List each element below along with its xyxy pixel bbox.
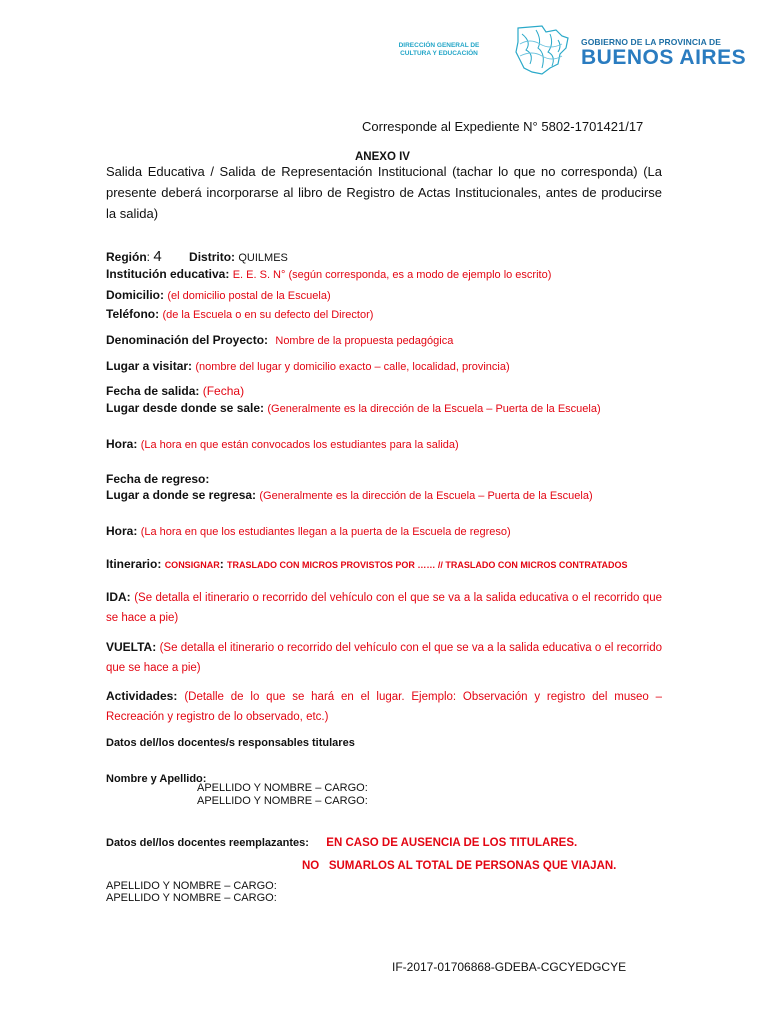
actividades-value: (Detalle de lo que se hará en el lugar. Ejemplo: Observación y registro del museo – Recreación y registro de lo observado, etc.) — [106, 691, 662, 723]
lugar-regresa-row — [106, 487, 662, 505]
itinerario-row: Itinerario: CONSIGNAR: TRASLADO CON MICROS PROVISTOS POR …… // TRASLADO CON MICROS CONTRATADOS — [106, 557, 628, 571]
lugar-sale-row — [106, 400, 662, 418]
distrito-value: QUILMES — [238, 252, 288, 264]
gba-logo-big: BUENOS AIRES — [581, 46, 747, 69]
reemplazantes-row — [106, 834, 577, 851]
fecha-salida-label: Fecha de salida: — [106, 384, 200, 398]
lugar-visitar-label: Lugar a visitar: — [106, 359, 193, 373]
dgce-logo-line2: CULTURA Y EDUCACIÓN — [400, 50, 478, 57]
expediente-number: Corresponde al Expediente N° 5802-1701421/17 — [362, 119, 644, 134]
hora-regreso-label: Hora: — [106, 524, 138, 538]
anexo-title: ANEXO IV — [355, 151, 410, 163]
distrito-label: Distrito: — [189, 250, 236, 264]
gba-logo-small: GOBIERNO DE LA PROVINCIA DE — [581, 37, 721, 47]
vuelta-label: VUELTA: — [106, 640, 157, 654]
fecha-salida-row — [106, 383, 244, 399]
fecha-salida-value: (Fecha) — [202, 384, 245, 398]
telefono-label: Teléfono: — [106, 307, 160, 321]
vuelta-value: (Se detalla el itinerario o recorrido del vehículo con el que se va a la salida educativa o el recorrido que se hace a pie) — [106, 642, 662, 674]
institucion-row — [106, 266, 551, 283]
docentes-titulares-heading: Datos del/los docentes/s responsables titulares — [106, 737, 355, 749]
domicilio-row — [106, 287, 331, 304]
lugar-regresa-value: (Generalmente es la dirección de la Escuela – Puerta de la Escuela) — [259, 490, 593, 502]
region-row: Región: 4 Distrito: QUILMES — [106, 248, 288, 265]
titular-2: APELLIDO Y NOMBRE – CARGO: — [197, 795, 368, 807]
province-map-icon — [512, 24, 570, 76]
institucion-value: E. E. S. N° (según corresponda, es a modo de ejemplo lo escrito) — [232, 269, 552, 281]
actividades-label: Actividades: — [106, 689, 178, 703]
proyecto-value: Nombre de la propuesta pedagógica — [275, 335, 454, 347]
hora-regreso-row — [106, 523, 511, 540]
dgce-logo-line1: DIRECCIÓN GENERAL DE — [398, 42, 480, 49]
proyecto-row — [106, 332, 453, 349]
vuelta-row — [106, 638, 662, 678]
proyecto-label: Denominación del Proyecto: — [106, 333, 269, 347]
reemplazantes-note1: EN CASO DE AUSENCIA DE LOS TITULARES. — [326, 837, 578, 849]
reemplazante-1: APELLIDO Y NOMBRE – CARGO: — [106, 880, 277, 892]
itinerario-consignar: CONSIGNAR — [164, 560, 220, 570]
footer-document-id: IF-2017-01706868-GDEBA-CGCYEDGCYE — [392, 960, 627, 974]
nombre-apellido-label: Nombre y Apellido: — [106, 773, 207, 785]
reemplazantes-label: Datos del/los docentes reemplazantes: — [106, 837, 309, 849]
ida-label: IDA: — [106, 590, 131, 604]
fecha-regreso-row — [106, 471, 209, 487]
fecha-regreso-label: Fecha de regreso: — [106, 472, 210, 486]
domicilio-value: (el domicilio postal de la Escuela) — [167, 290, 331, 302]
lugar-visitar-row — [106, 358, 510, 375]
domicilio-label: Domicilio: — [106, 288, 165, 302]
hora-salida-value: (La hora en que están convocados los estudiantes para la salida) — [140, 439, 459, 451]
ida-value: (Se detalla el itinerario o recorrido del vehículo con el que se va a la salida educativa o el recorrido que se hace a pie) — [106, 592, 662, 624]
intro-paragraph: Salida Educativa / Salida de Representación Institucional (tachar lo que no corresponda) (La presente deberá incorporarse al libro de Registro de Actas Institucionales, antes de producirse la salida) — [106, 164, 662, 221]
reemplazantes-note2: NO SUMARLOS AL TOTAL DE PERSONAS QUE VIAJAN. — [302, 860, 617, 872]
lugar-regresa-label: Lugar a donde se regresa: — [106, 488, 257, 502]
dgce-logo — [383, 42, 495, 58]
hora-regreso-value: (La hora en que los estudiantes llegan a la puerta de la Escuela de regreso) — [140, 526, 511, 538]
region-label: Región — [106, 250, 147, 264]
hora-salida-row — [106, 436, 459, 453]
actividades-row — [106, 687, 662, 727]
lugar-sale-label: Lugar desde donde se sale: — [106, 401, 265, 415]
lugar-visitar-value: (nombre del lugar y domicilio exacto – calle, localidad, provincia) — [195, 361, 510, 373]
reemplazante-2: APELLIDO Y NOMBRE – CARGO: — [106, 892, 277, 904]
telefono-row — [106, 306, 373, 323]
institucion-label: Institución educativa: — [106, 267, 230, 281]
ida-row — [106, 588, 662, 628]
telefono-value: (de la Escuela o en su defecto del Director) — [162, 309, 374, 321]
lugar-sale-value: (Generalmente es la dirección de la Escuela – Puerta de la Escuela) — [267, 403, 601, 415]
itinerario-value: TRASLADO CON MICROS PROVISTOS POR …… // TRASLADO CON MICROS CONTRATADOS — [227, 560, 628, 570]
gba-logo — [581, 37, 746, 69]
hora-salida-label: Hora: — [106, 437, 138, 451]
itinerario-label: Itinerario: — [106, 557, 162, 571]
titular-1: APELLIDO Y NOMBRE – CARGO: — [197, 782, 368, 794]
region-value: 4 — [153, 248, 162, 265]
